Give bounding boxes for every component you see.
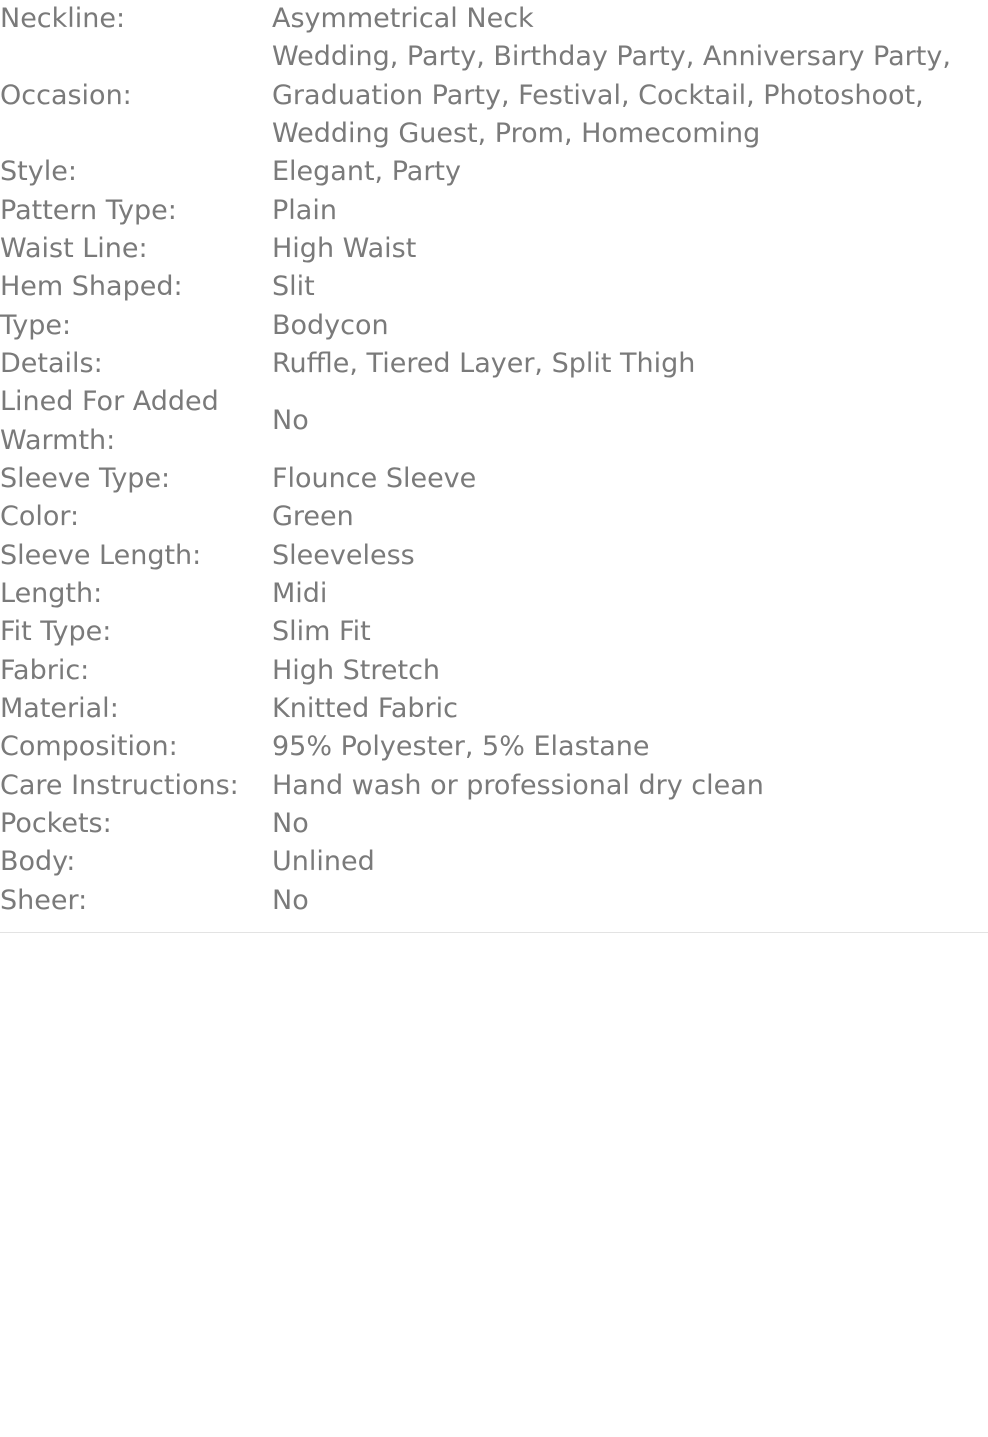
spec-label: Body: <box>0 846 76 878</box>
table-row <box>0 345 988 383</box>
spec-label: Neckline: <box>0 3 126 34</box>
spec-value: Ruffle, Tiered Layer, Split Thigh <box>272 347 696 379</box>
table-row <box>0 613 988 651</box>
spec-label: Care Instructions: <box>0 769 239 801</box>
table-row <box>0 498 988 536</box>
table-row <box>0 882 988 920</box>
spec-value: Plain <box>272 194 337 226</box>
table-row <box>0 767 988 805</box>
spec-value: Bodycon <box>272 309 389 341</box>
spec-label: Sleeve Type: <box>0 462 171 494</box>
spec-value: Green <box>272 501 354 533</box>
spec-label: Sleeve Length: <box>0 539 202 571</box>
spec-label: Color: <box>0 501 80 533</box>
spec-value: Elegant, Party <box>272 156 461 188</box>
spec-value: Flounce Sleeve <box>272 462 477 494</box>
table-row <box>0 268 988 306</box>
spec-value: Wedding, Party, Birthday Party, Anniversary Party, Graduation Party, Festival, Cocktail, Photoshoot, Wedding Guest, Prom, Homecoming <box>272 41 951 149</box>
spec-label: Lined For Added Warmth: <box>0 386 219 456</box>
spec-value: No <box>272 807 309 839</box>
table-row <box>0 153 988 191</box>
spec-value: Sleeveless <box>272 539 415 571</box>
spec-label: Pattern Type: <box>0 194 177 226</box>
spec-label: Occasion: <box>0 79 132 111</box>
table-row <box>0 537 988 575</box>
spec-value: No <box>272 884 309 916</box>
spec-value: No <box>272 405 309 437</box>
spec-value: Midi <box>272 577 328 609</box>
table-row <box>0 805 988 843</box>
table-row <box>0 843 988 881</box>
table-row <box>0 38 988 153</box>
spec-label: Style: <box>0 156 77 188</box>
spec-label: Material: <box>0 692 119 724</box>
spec-label: Fabric: <box>0 654 90 686</box>
spec-label: Hem Shaped: <box>0 271 183 303</box>
spec-label: Sheer: <box>0 884 88 916</box>
spec-value: High Waist <box>272 232 417 264</box>
spec-value: Hand wash or professional dry clean <box>272 769 764 801</box>
table-row <box>0 690 988 728</box>
table-row <box>0 307 988 345</box>
table-row <box>0 230 988 268</box>
table-row <box>0 728 988 766</box>
table-row <box>0 192 988 230</box>
table-row <box>0 460 988 498</box>
spec-value: 95% Polyester, 5% Elastane <box>272 731 650 763</box>
spec-label: Length: <box>0 577 103 609</box>
spec-value: Slim Fit <box>272 616 371 648</box>
spec-value: High Stretch <box>272 654 441 686</box>
spec-label: Type: <box>0 309 72 341</box>
spec-value: Slit <box>272 271 315 303</box>
table-row <box>0 575 988 613</box>
spec-value: Asymmetrical Neck <box>272 3 534 34</box>
spec-label: Composition: <box>0 731 178 763</box>
table-row <box>0 0 988 38</box>
section-divider <box>0 932 988 933</box>
spec-label: Pockets: <box>0 807 112 839</box>
table-row <box>0 383 988 460</box>
spec-label: Details: <box>0 347 103 379</box>
spec-value: Unlined <box>272 846 375 878</box>
spec-label: Fit Type: <box>0 616 112 648</box>
spec-label: Waist Line: <box>0 232 148 264</box>
spec-value: Knitted Fabric <box>272 692 459 724</box>
table-row <box>0 652 988 690</box>
